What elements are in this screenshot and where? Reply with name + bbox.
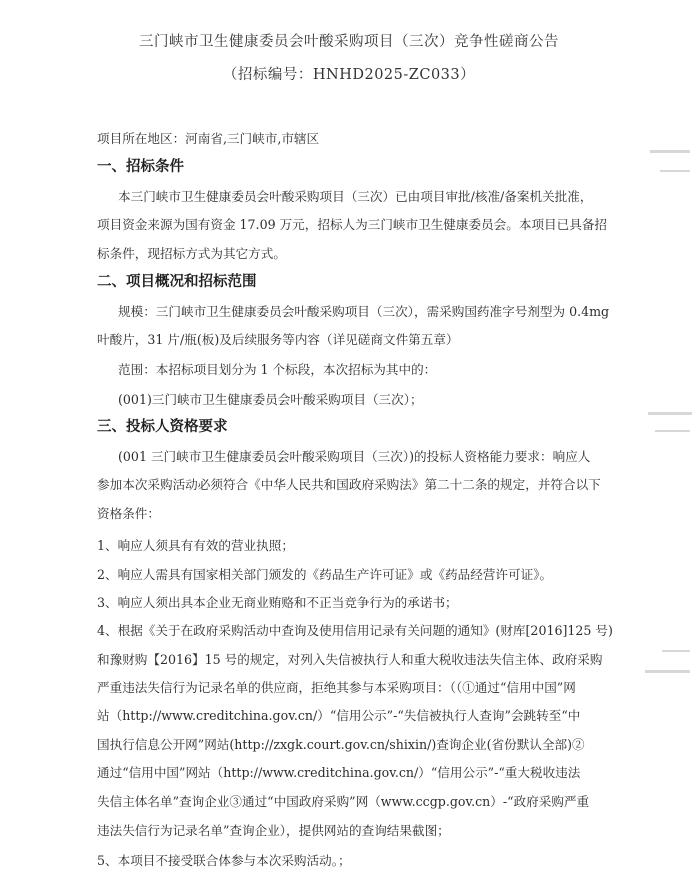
paragraph-line: 通过“信用中国”网站（http://www.creditchina.gov.cn/）“信用公示”-“重大税收违法 <box>97 765 581 780</box>
project-location: 项目所在地区：河南省,三门峡市,市辖区 <box>97 131 320 146</box>
scan-noise <box>645 670 690 673</box>
paragraph-line: 规模：三门峡市卫生健康委员会叶酸采购项目（三次），需采购国药准字号剂型为 0.4mg <box>118 304 610 319</box>
document-title: 三门峡市卫生健康委员会叶酸采购项目（三次）竞争性磋商公告 <box>139 34 559 50</box>
paragraph-line: 站（http://www.creditchina.gov.cn/）“信用公示”-“失信被执行人查询”会跳转至“中 <box>97 708 581 723</box>
paragraph-line: 国执行信息公开网”网站(http://zxgk.court.gov.cn/shixin/)查询企业(省份默认全部)② <box>97 737 585 752</box>
paragraph-line: 严重违法失信行为记录名单的供应商，拒绝其参与本采购项目：（（①通过“信用中国”网 <box>97 680 576 695</box>
paragraph-line: 资格条件： <box>97 506 160 521</box>
section-heading-overview: 二、项目概况和招标范围 <box>97 274 257 290</box>
paragraph-line: 和豫财购【2016】15 号的规定，对列入失信被执行人和重大税收违法失信主体、政府采购 <box>97 652 603 667</box>
paragraph-line: 参加本次采购活动必须符合《中华人民共和国政府采购法》第二十二条的规定，并符合以下 <box>97 477 601 492</box>
list-item: 1、响应人须具有有效的营业执照； <box>97 538 294 553</box>
paragraph-line: (001 三门峡市卫生健康委员会叶酸采购项目（三次）)的投标人资格能力要求：响应人 <box>118 449 591 464</box>
section-heading-conditions: 一、招标条件 <box>97 159 184 175</box>
paragraph-line: 标条件，现招标方式为其它方式。 <box>97 246 286 261</box>
paragraph-line: 项目资金来源为国有资金 17.09 万元，招标人为三门峡市卫生健康委员会。本项目已具备招 <box>97 217 608 232</box>
section-heading-qualifications: 三、投标人资格要求 <box>97 419 228 435</box>
tender-number: （招标编号：HNHD2025-ZC033） <box>222 67 476 83</box>
paragraph-line: (001)三门峡市卫生健康委员会叶酸采购项目（三次）； <box>118 392 423 407</box>
list-item: 3、响应人须出具本企业无商业贿赂和不正当竞争行为的承诺书； <box>97 595 458 610</box>
scan-noise <box>662 650 690 652</box>
scan-noise <box>660 170 690 172</box>
paragraph-line: 范围：本招标项目划分为 1 个标段，本次招标为其中的： <box>118 362 437 377</box>
paragraph-line: 失信主体名单”查询企业③通过“中国政府采购”网（www.ccgp.gov.cn）-“政府采购严重 <box>97 794 590 809</box>
list-item: 5、本项目不接受联合体参与本次采购活动。； <box>97 853 351 868</box>
scan-noise <box>655 430 690 432</box>
list-item: 2、响应人需具有国家相关部门颁发的《药品生产许可证》或《药品经营许可证》。 <box>97 567 553 582</box>
scan-noise <box>648 412 692 415</box>
paragraph-line: 违法失信行为记录名单”查询企业），提供网站的查询结果截图； <box>97 823 450 838</box>
paragraph-line: 叶酸片，31 片/瓶(板)及后续服务等内容（详见磋商文件第五章） <box>97 332 459 347</box>
scan-noise <box>650 150 690 153</box>
paragraph-line: 本三门峡市卫生健康委员会叶酸采购项目（三次）已由项目审批/核准/备案机关批准， <box>118 189 593 204</box>
list-item: 4、根据《关于在政府采购活动中查询及使用信用记录有关问题的通知》(财库[2016]125 号) <box>97 623 613 638</box>
